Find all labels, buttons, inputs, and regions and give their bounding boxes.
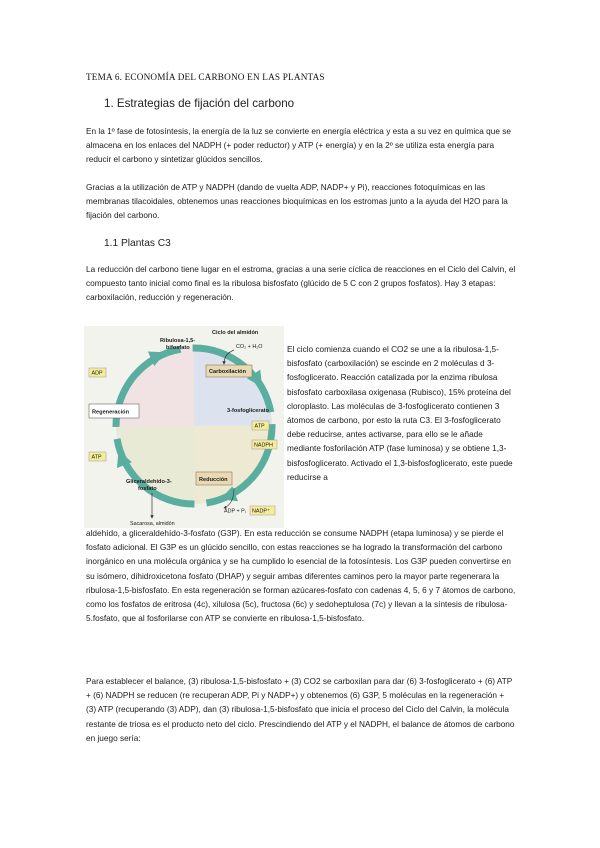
nadp-label: NADP⁺ <box>252 508 270 515</box>
document-title: TEMA 6. ECONOMÍA DEL CARBONO EN LAS PLANTAS <box>86 72 325 82</box>
paragraph-fotosintesis: En la 1º fase de fotosíntesis, la energía de la luz se convierte en energía eléctrica y esta a su vez en química que se almacena en los enlaces del NADPH (+ poder reductor) y ATP (+ energía) y en la 2º se utiliza esta energía para reducir el carbono y sintetizar glúcidos sencillos. <box>86 127 511 165</box>
adp-label-left: ADP <box>91 370 103 377</box>
reduccion-label: Reducción <box>199 477 228 483</box>
section-heading: 1. Estrategias de fijación del carbono <box>104 97 295 110</box>
carboxilacion-label: Carboxilación <box>209 369 246 375</box>
fosfoglicerato-label: 3-fosfoglicerato <box>227 408 269 414</box>
co2-h2o-label: CO₂ + H₂O <box>236 344 263 350</box>
calvin-cycle-diagram <box>84 326 284 528</box>
sacarosa-label: Sacarosa, almidón <box>130 521 175 527</box>
adp-pi-label: ADP + Pᵢ <box>224 508 246 515</box>
gliceraldehido-label-2: fosfato <box>138 486 157 492</box>
paragraph-ciclo-inicio: El ciclo comienza cuando el CO2 se une a la ribulosa-1,5-bisfosfato (carboxilación) se escinde en 2 moléculas d 3-fosfoglicerato. Reacción catalizada por la enzima ribulosa bisfosfato carboxilasa oxigenasa (Rubisco), 15% proteína del cloroplasto. Las moléculas de 3-fosfoglicerato contienen 3 átomos de carbono, por esto la ruta C3. El 3-fosfoglicerato debe reducirse, antes activarse, para ello se le añade mediante fosforilación ATP (fase luminosa) y se obtiene 1,3-bisfosfoglicerato. Activado el 1,3-bisfosfoglicerato, este puede reducirse a <box>287 345 513 482</box>
nadph-label: NADPH <box>254 442 273 449</box>
gliceraldehido-label-1: Gliceraldehído-3- <box>126 479 172 485</box>
paragraph-reduccion-carbono: La reducción del carbono tiene lugar en el estroma, gracias a una serie cíclica de reacciones en el Ciclo del Calvin, el compuesto tanto inicial como final es la ribulosa bisfosfato (glúcido de 5 C con 2 grupos fosfatos). Hay 3 etapas: carboxilación, reducción y regeneración. <box>86 265 516 303</box>
calvin-cycle-svg <box>84 326 284 528</box>
subsection-heading: 1.1 Plantas C3 <box>104 238 171 249</box>
paragraph-balance: Para establecer el balance, (3) ribulosa-1,5-bisfosfato + (3) CO2 se carboxilan para dar (6) 3-fosfoglicerato + (6) ATP + (6) NADPH se reducen (re recuperan ADP, Pi y NADP+) y obtenemos (6) G3P, 5 moléculas en la regeneración + (3) ATP (recuperando (3) ADP), dan (3) ribulosa-1,5-bisfosfato que inicia el proceso del Ciclo del Calvin, la molécula restante de triosa es el producto neto del ciclo. Prescindiendo del ATP y el NADPH, el balance de átomos de carbono en juego sería: <box>86 677 515 743</box>
atp-label-right: ATP <box>254 423 265 430</box>
ribulosa-label-2: bifosfato <box>166 345 190 351</box>
paragraph-atp-nadph: Gracias a la utilización de ATP y NADPH (dando de vuelta ADP, NADP+ y Pi), reacciones fotoquímicas en las membranas tilacoidales, obtenemos unas reacciones bioquímicas en los estromas junto a la ayuda del H2O para la fijación del carbono. <box>86 183 508 221</box>
atp-label-left: ATP <box>91 454 102 461</box>
ribulosa-label-1: Ribulosa-1,5- <box>160 338 196 344</box>
paragraph-gliceraldehido: aldehído, a gliceraldehído-3-fosfato (G3P). En esta reducción se consume NADPH (etapa luminosa) y se pierde el fosfato adicional. El G3P es un glúcido sencillo, con estas reacciones se ha logrado la transformación del carbono inorgánico en una molécula orgánica y se ha cumplido lo esencial de la fotosíntesis. Los G3P pueden convertirse en su isómero, dihidroxicetona fosfato (DHAP) y seguir ambas diferentes caminos pero la mayor parte regenerara la ribulosa-1,5-bisfosfato. En esta regeneración se forman azúcares-fosfato con cadenas 4, 5, 6 y 7 átomos de carbono, como los fosfatos de eritrosa (4c), xilulosa (5c), fructosa (6c) y sedoheptulosa (7c) y llevan a la síntesis de ribulosa-5.fosfato, que al fosforilarse con ATP se convierte en ribulosa-1,5-bisfosfato. <box>86 529 516 624</box>
regeneracion-label: Regeneración <box>92 409 129 416</box>
ciclo-almidon-label: Ciclo del almidón <box>212 330 259 336</box>
